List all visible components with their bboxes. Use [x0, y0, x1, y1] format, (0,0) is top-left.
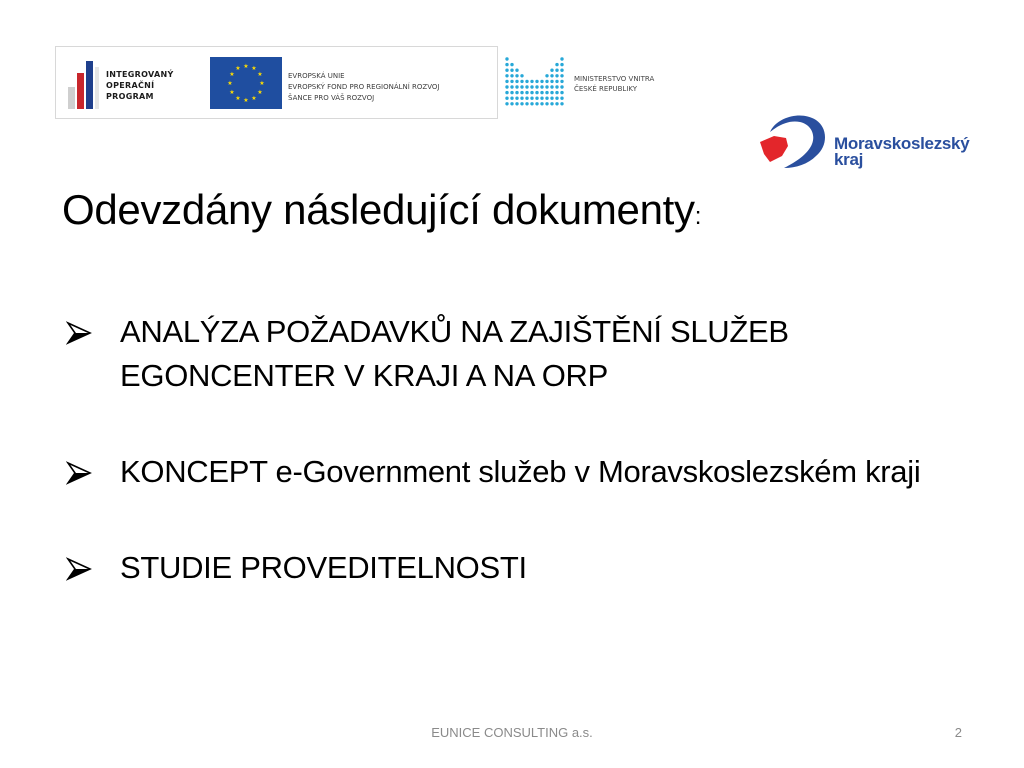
region-line-2: kraj	[834, 150, 864, 169]
region-line-1: Moravskoslezský	[834, 134, 970, 153]
svg-text:★: ★	[227, 80, 233, 87]
bullet-list	[64, 310, 944, 590]
bullet-item	[64, 546, 944, 590]
svg-text:★: ★	[243, 97, 249, 104]
bullet-text: ANALÝZA POŽADAVKŮ NA ZAJIŠTĚNÍ SLUŽEB EGONCENTER V KRAJI A NA ORP	[120, 314, 789, 393]
ministry-logo-text	[574, 74, 654, 94]
region-emblem-icon	[756, 110, 832, 176]
slide-title-text: Odevzdány následující dokumenty	[62, 186, 695, 233]
svg-text:★: ★	[235, 95, 241, 102]
ministry-line-1: MINISTERSTVO VNITRA	[574, 75, 655, 83]
slide-title	[62, 186, 701, 234]
bullet-item	[64, 310, 944, 398]
ministry-logo-icon	[504, 56, 566, 108]
svg-text:★: ★	[257, 89, 263, 96]
eu-line-1: EVROPSKÁ UNIE	[288, 72, 345, 80]
iop-line-3: PROGRAM	[106, 92, 154, 101]
svg-text:★: ★	[251, 65, 257, 72]
bullet-item	[64, 450, 944, 494]
arrow-bullet-icon	[66, 461, 92, 485]
eu-flag-icon	[210, 57, 282, 109]
footer-page-number: 2	[954, 725, 962, 740]
svg-text:★: ★	[259, 80, 265, 87]
iop-line-1: INTEGROVANÝ	[106, 70, 174, 79]
bullet-text: KONCEPT e-Government služeb v Moravskoslezském kraji	[120, 454, 921, 489]
svg-text:★: ★	[251, 95, 257, 102]
iop-logo-text	[106, 69, 174, 102]
bullet-text: STUDIE PROVEDITELNOSTI	[120, 550, 527, 585]
eu-line-2: EVROPSKÝ FOND PRO REGIONÁLNÍ ROZVOJ	[288, 83, 440, 91]
iop-logo-icon	[64, 57, 104, 109]
svg-text:★: ★	[229, 71, 235, 78]
svg-text:★: ★	[229, 89, 235, 96]
iop-line-2: OPERAČNÍ	[106, 81, 155, 90]
logo-banner	[55, 46, 498, 119]
ministry-line-2: ČESKÉ REPUBLIKY	[574, 85, 638, 93]
slide-title-colon: :	[694, 203, 702, 230]
arrow-bullet-icon	[66, 321, 92, 345]
svg-text:★: ★	[243, 63, 249, 70]
footer-company: EUNICE CONSULTING a.s.	[431, 725, 593, 740]
svg-text:★: ★	[235, 65, 241, 72]
svg-text:★: ★	[257, 71, 263, 78]
arrow-bullet-icon	[66, 557, 92, 581]
eu-logo-text	[288, 71, 439, 104]
eu-line-3: ŠANCE PRO VÁŠ ROZVOJ	[288, 94, 375, 102]
region-logo-text	[834, 136, 969, 168]
